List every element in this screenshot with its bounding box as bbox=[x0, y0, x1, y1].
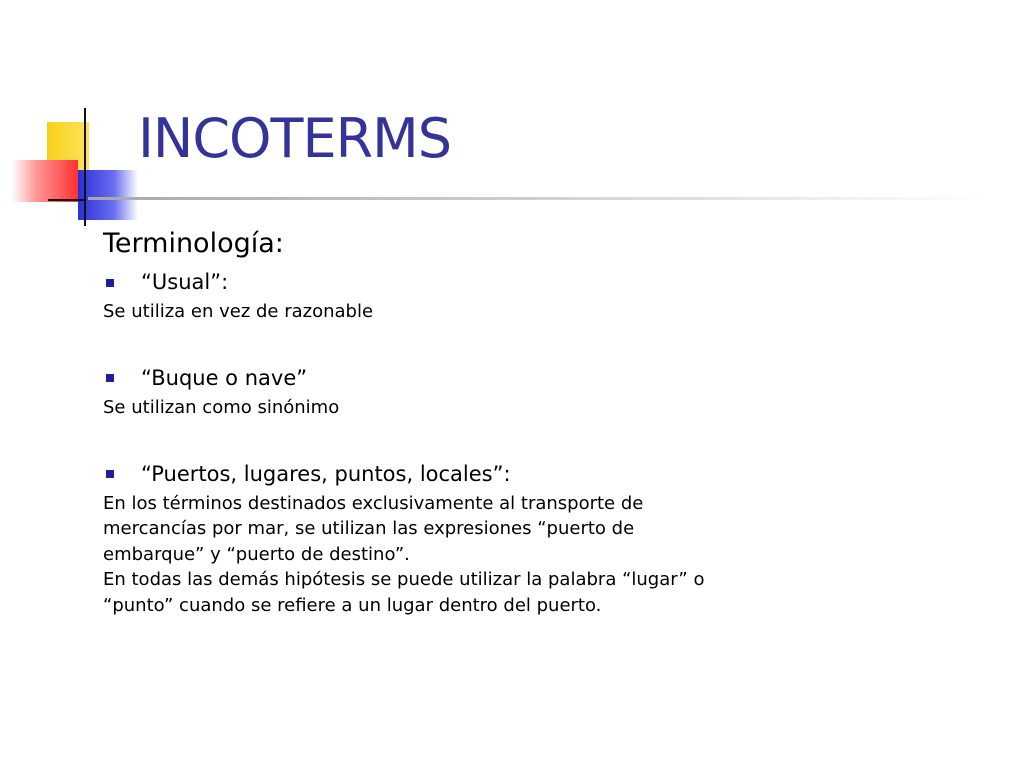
bullet-text: “Usual”: bbox=[141, 270, 229, 295]
bullet-text: “Buque o nave” bbox=[141, 366, 308, 391]
title-underline bbox=[88, 197, 988, 200]
square-bullet-icon bbox=[106, 374, 114, 382]
section-heading: Terminología: bbox=[103, 228, 284, 259]
description-line: En todas las demás hipótesis se puede utilizar la palabra “lugar” o bbox=[103, 569, 705, 591]
description-line: En los términos destinados exclusivamente al transporte de bbox=[103, 492, 644, 514]
square-bullet-icon bbox=[106, 470, 114, 478]
description-line: embarque” y “puerto de destino”. bbox=[103, 543, 410, 565]
vertical-line bbox=[84, 108, 86, 226]
spacer bbox=[103, 420, 983, 460]
blue-square bbox=[78, 170, 138, 220]
bullet-item-puertos bbox=[103, 460, 983, 488]
square-bullet-icon bbox=[106, 279, 114, 287]
horizontal-line bbox=[48, 199, 84, 201]
decorative-squares-graphic bbox=[0, 0, 150, 240]
bullet-description: Se utiliza en vez de razonable bbox=[103, 300, 374, 322]
bullet-description-block bbox=[103, 491, 983, 619]
slide-body bbox=[103, 228, 983, 618]
description-line: “punto” cuando se refiere a un lugar dentro del puerto. bbox=[103, 594, 602, 616]
bullet-item-usual bbox=[103, 268, 983, 296]
bullet-description: Se utilizan como sinónimo bbox=[103, 396, 340, 418]
bullet-text: “Puertos, lugares, puntos, locales”: bbox=[141, 462, 511, 487]
description-line: mercancías por mar, se utilizan las expresiones “puerto de bbox=[103, 518, 635, 540]
bullet-item-buque bbox=[103, 364, 983, 392]
red-square bbox=[12, 160, 78, 202]
spacer bbox=[103, 324, 983, 364]
slide-title: INCOTERMS bbox=[138, 107, 452, 170]
